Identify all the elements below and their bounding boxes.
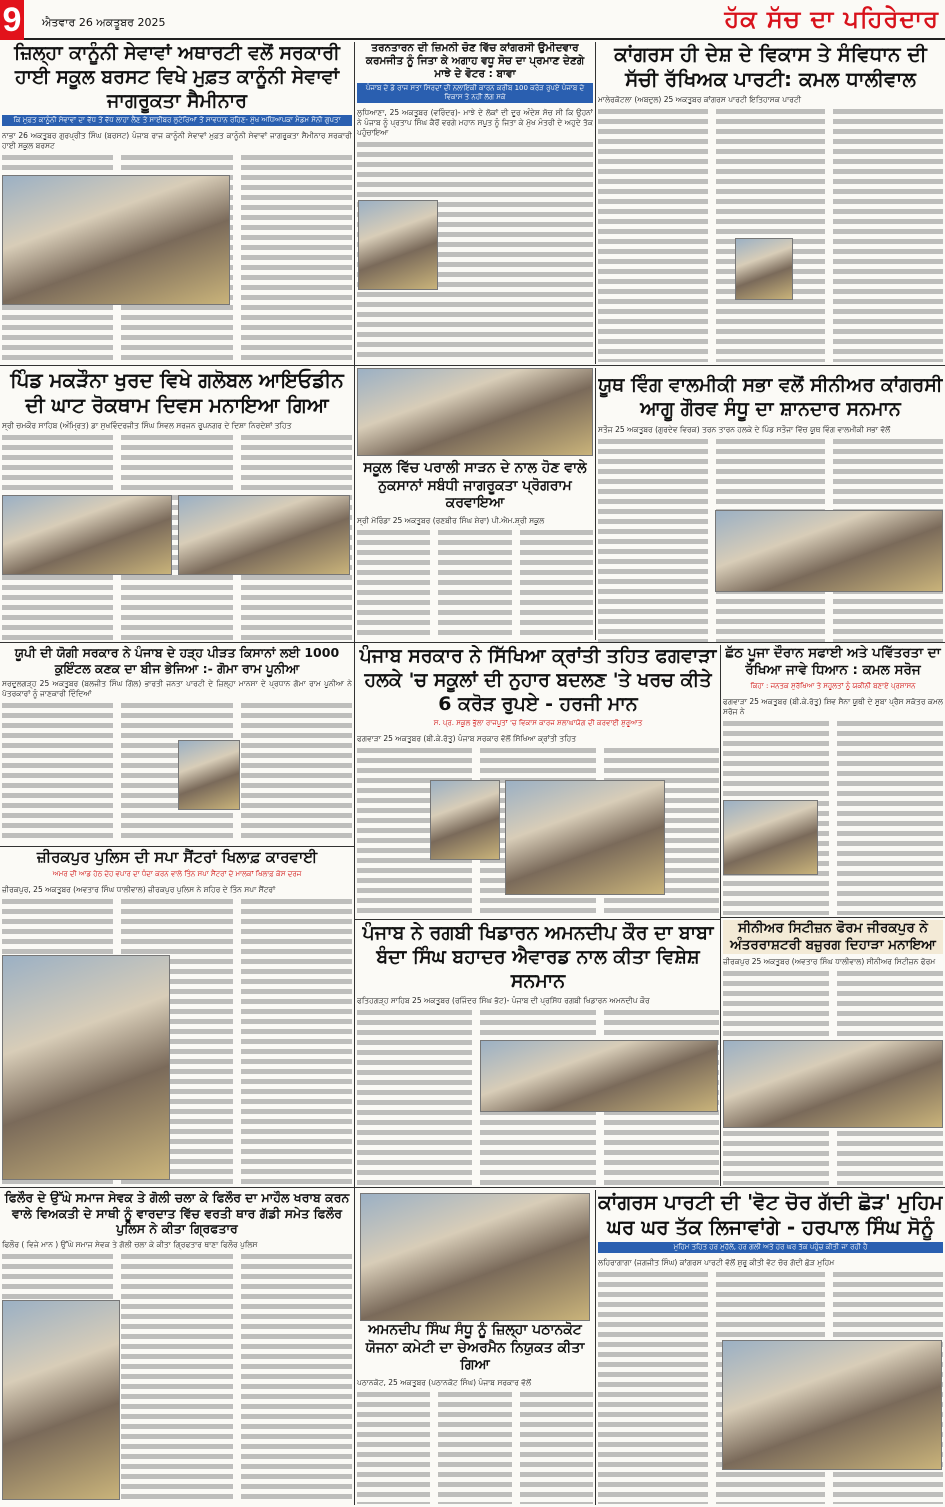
news-photo	[723, 800, 818, 875]
article-text-columns	[2, 701, 352, 843]
text-column	[598, 107, 708, 362]
text-column	[598, 1270, 708, 1504]
text-column	[520, 1390, 593, 1505]
text-column	[121, 1252, 232, 1504]
news-photo	[723, 1040, 943, 1128]
column-divider	[595, 368, 596, 640]
article-lead-text: ਲੁਧਿਆਣਾ, 25 ਅਕਤੂਬਰ (ਵਰਿੰਦਰ)- ਮਾਝੇ ਦੇ ਲੋਕਾਂ ਦੀ ਦੂਰ ਅੰਦੇਸ਼ ਸੋਚ ਸੀ ਕਿ ਉਹਨਾਂ ਨੇ ਪੰਜਾਬ ਨੂੰ ਪ੍ਰਤਾਪ ਸਿੰਘ ਕੈਰੋਂ ਵਰਗੇ ਮਹਾਨ ਸਪੂਤ ਨੂੰ ਜਿਤਾ ਕੇ ਮੁੱਖ ਮੰਤਰੀ ਦੇ ਅਹੁਦੇ ਤੱਕ ਪਹੁੰਚਾਇਆ	[357, 108, 593, 140]
text-column	[357, 528, 430, 641]
column-divider	[720, 645, 721, 1186]
text-column	[598, 437, 708, 643]
article-lead-text: ਸਰਦੂਲਗੜ੍ਹ 25 ਅਕਤੂਬਰ (ਬਲਜੀਤ ਸਿੰਘ ਗਿੱਲ) ਭਾਰਤੀ ਜਨਤਾ ਪਾਰਟੀ ਦੇ ਜ਼ਿਲ੍ਹਾ ਮਾਨਸਾ ਦੇ ਪ੍ਰਧਾਨ ਗੋਮਾ ਰਾਮ ਪੂਨੀਆ ਨੇ ਪੱਤਰਕਾਰਾਂ ਨੂੰ ਜਾਣਕਾਰੀ ਦਿੰਦਿਆਂ	[2, 679, 352, 701]
article-lead-text: ਫਗਵਾੜਾ 25 ਅਕਤੂਬਰ (ਬੀ.ਕੇ.ਰੱਤੂ) ਪੰਜਾਬ ਸਰਕਾਰ ਵੱਲੋਂ ਸਿੱਖਿਆ ਕ੍ਰਾਂਤੀ ਤਹਿਤ	[357, 734, 719, 746]
news-photo	[360, 1193, 590, 1321]
headline[interactable]: ਪਿੰਡ ਮਕੜੌਨਾ ਖੁਰਦ ਵਿਖੇ ਗਲੋਬਲ ਆਇਓਡੀਨ ਦੀ ਘਾਟ ਰੋਕਥਾਮ ਦਿਵਸ ਮਨਾਇਆ ਗਿਆ	[10, 368, 344, 417]
text-column	[357, 1008, 472, 1185]
newspaper-logo: ਹੱਕ ਸੱਚ ਦਾ ਪਹਿਰੇਦਾਰ	[724, 5, 939, 33]
headline[interactable]: ਸਕੂਲ ਵਿੱਚ ਪਰਾਲੀ ਸਾੜਨ ਦੇ ਨਾਲ ਹੋਣ ਵਾਲੇ ਨੁਕਸਾਨਾਂ ਸਬੰਧੀ ਜਾਗਰੂਕਤਾ ਪ੍ਰੋਗਰਾਮ ਕਰਵਾਇਆ	[363, 460, 587, 511]
subheadline: ਕਿਹਾ : ਜਨਤਕ ਸੁਰੱਖਿਆ ਤੇ ਸਹੂਲਤਾਂ ਨੂੰ ਯਕੀਨੀ ਬਣਾਏ ਪ੍ਰਸ਼ਾਸਨ	[750, 681, 916, 690]
subheadline: ਅਮਰ ਦੀ ਆਡ ਹੇਠ ਦੇਹ ਵਪਾਰ ਦਾ ਧੰਦਾ ਕਰਨ ਵਾਲੇ ਤਿੰਨ ਸਪਾ ਸੈਂਟਰਾਂ ਦੇ ਮਾਲਕਾਂ ਖਿਲਾਫ਼ ਕੇਸ ਦਰਜ	[52, 869, 302, 878]
masthead	[0, 0, 945, 40]
article-body	[357, 513, 593, 641]
column-divider	[595, 42, 596, 364]
text-column	[357, 1390, 430, 1505]
news-photo	[357, 368, 593, 456]
article-lead-text: ਜ਼ੀਰਕਪੁਰ 25 ਅਕਤੂਬਰ (ਅਵਤਾਰ ਸਿੰਘ ਧਾਲੀਵਾਲ) ਸੀਨੀਅਰ ਸਿਟੀਜ਼ਨ ਫੋਰਮ	[723, 957, 943, 969]
article-lead-text: ਸ੍ਰੀ ਮੋਰਿੰਡਾ 25 ਅਕਤੂਬਰ (ਰਣਬੀਰ ਸਿੰਘ ਸ਼ੇਰਾ) ਪੀ.ਐਮ.ਸ਼੍ਰੀ ਸਕੂਲ	[357, 516, 593, 528]
article-body	[357, 1375, 593, 1505]
article-text-columns	[598, 107, 943, 362]
headline[interactable]: ਯੂਥ ਵਿੰਗ ਵਾਲਮੀਕੀ ਸਭਾ ਵਲੋਂ ਸੀਨੀਅਰ ਕਾਂਗਰਸੀ ਆਗੂ ਗੌਰਵ ਸੰਧੂ ਦਾ ਸ਼ਾਨਦਾਰ ਸਨਮਾਨ	[598, 374, 943, 420]
text-column	[241, 153, 352, 362]
article-lead-text: ਸਤੌਜ 25 ਅਕਤੂਬਰ (ਗੁਰਦੇਵ ਵਿਰਕ) ਤਰਨ ਤਾਰਨ ਹਲਕੇ ਦੇ ਪਿੰਡ ਸਤੌਜਾ ਵਿੱਚ ਯੂਥ ਵਿੰਗ ਵਾਲਮੀਕੀ ਸਭਾ ਵੱਲੋਂ	[598, 425, 943, 437]
news-photo	[178, 495, 350, 575]
article-text-columns	[357, 1390, 593, 1505]
headline[interactable]: ਫਿਲੌਰ ਦੇ ਉੱਘੇ ਸਮਾਜ ਸੇਵਕ ਤੇ ਗੋਲੀ ਚਲਾ ਕੇ ਫਿਲੌਰ ਦਾ ਮਾਹੌਲ ਖਰਾਬ ਕਰਨ ਵਾਲੇ ਵਿਅਕਤੀ ਦੇ ਸਾਥੀ ਨੂੰ ਵਾਰਦਾਤ ਵਿੱਚ ਵਰਤੀ ਥਾਰ ਗੱਡੀ ਸਮੇਤ ਫਿਲੌਰ ਪੁਲਿਸ ਨੇ ਕੀਤਾ ਗ੍ਰਿਫਤਾਰ	[4, 1190, 350, 1237]
article-wheat-seed	[2, 645, 352, 843]
news-photo	[2, 495, 172, 575]
article-lead-text: ਲਹਿਰਾਗਾਗਾ (ਜਗਜੀਤ ਸਿੰਘ) ਕਾਂਗਰਸ ਪਾਰਟੀ ਵੱਲੋਂ ਸ਼ੁਰੂ ਕੀਤੀ ਵੋਟ ਚੋਰ ਗੱਦੀ ਛੋੜ ਮੁਹਿਮ	[598, 1258, 943, 1270]
text-column	[241, 1252, 352, 1504]
column-divider	[595, 1190, 596, 1505]
news-photo	[715, 510, 943, 592]
article-lead-text: ਨਾਭਾ 26 ਅਕਤੂਬਰ ਗੁਰਪ੍ਰੀਤ ਸਿੰਘ (ਬਰਸਟ) ਪੰਜਾਬ ਰਾਜ ਕਾਨੂੰਨੀ ਸੇਵਾਵਾਂ ਮੁਫ਼ਤ ਕਾਨੂੰਨੀ ਸੇਵਾਵਾਂ ਜਾਗਰੂਕਤਾ ਸੈਮੀਨਾਰ ਸਰਕਾਰੀ ਹਾਈ ਸਕੂਲ ਬਰਸਟ	[2, 131, 352, 153]
headline[interactable]: ਸੀਨੀਅਰ ਸਿਟੀਜ਼ਨ ਫੋਰਮ ਜੀਰਕਪੁਰ ਨੇ ਅੰਤਰਰਾਸ਼ਟਰੀ ਬਜ਼ੁਰਗ ਦਿਹਾੜਾ ਮਨਾਇਆ	[723, 920, 943, 954]
article-body	[598, 92, 943, 362]
column-divider	[720, 917, 945, 918]
article-body	[2, 676, 352, 843]
issue-date: ਐਤਵਾਰ 26 ਅਕਤੂਬਰ 2025	[42, 16, 166, 29]
text-column	[833, 107, 943, 362]
text-column	[438, 1390, 511, 1505]
news-photo	[2, 1300, 120, 1500]
news-photo	[430, 780, 500, 860]
article-lead-text: ਮਾਲੇਰਕੋਟਲਾ (ਅਬਦੁਲ) 25 ਅਕਤੂਬਰ ਕਾਂਗਰਸ ਪਾਰਟੀ ਇਤਿਹਾਸਕ ਪਾਰਟੀ	[598, 95, 943, 107]
column-divider	[354, 919, 720, 920]
column-divider	[0, 642, 945, 643]
news-photo	[2, 175, 230, 305]
news-photo	[722, 1340, 942, 1470]
column-divider	[354, 42, 355, 1505]
news-photo	[358, 200, 438, 290]
headline[interactable]: ਜ਼ਿਲ੍ਹਾ ਕਾਨੂੰਨੀ ਸੇਵਾਵਾਂ ਅਥਾਰਟੀ ਵਲੋਂ ਸਰਕਾਰੀ ਹਾਈ ਸਕੂਲ ਬਰਸਟ ਵਿਖੇ ਮੁਫ਼ਤ ਕਾਨੂੰਨੀ ਸੇਵਾਵਾਂ ਜਾਗਰੂਕਤਾ ਸੈਮੀਨਾਰ	[14, 42, 340, 112]
article-lead-text: ਫਗਵਾੜਾ 25 ਅਕਤੂਬਰ (ਬੀ.ਕੇ.ਰੱਤੂ) ਸ਼ਿਵ ਸੈਨਾ ਯੂਥੀ ਦੇ ਸੂਬਾ ਪ੍ਰੈਸ ਸਕੱਤਰ ਕਮਲ ਸਰੋਜ ਨੇ	[723, 697, 943, 719]
subheadline: ਪੰਜਾਬ ਦੇ ਡੇ ਰਾਜ ਸਤਾ ਸਿਰਦਾਂ ਦੀ ਨਲਾਇਕੀ ਕਾਰਨ ਕਰੀਬ 100 ਕਰੋੜ ਰੁਪਏ ਪੰਜਾਬ ਦੇ ਵਿਕਾਸ ਤੇ ਨਹੀਂ ਲੱਗ ਸਕੇ	[357, 83, 593, 103]
text-column	[2, 701, 113, 843]
news-photo	[735, 238, 793, 300]
news-photo	[505, 780, 665, 895]
news-photo	[178, 740, 240, 810]
column-divider	[0, 846, 354, 847]
subheadline: ਸ. ਪ੍ਰ. ਸਕੂਲ ਭੁੱਲਾ ਰਾਜਪੂਤਾਂ 'ਚ ਵਿਕਾਸ ਕਾਰਜ ਸ਼ਲਾਘਾਯੋਗ ਦੀ ਕਰਵਾਈ ਸ਼ੁਰੂਆਤ	[433, 719, 643, 728]
text-column	[438, 528, 511, 641]
text-column	[716, 107, 826, 362]
article-congress-dhaliwal	[598, 42, 943, 362]
article-lead-text: ਪਠਾਨਕੋਟ, 25 ਅਕਤੂਬਰ (ਪਠਾਨਕੋਟ ਸਿੰਘ) ਪੰਜਾਬ ਸਰਕਾਰ ਵੱਲੋਂ	[357, 1378, 593, 1390]
headline[interactable]: ਜ਼ੀਰਕਪੁਰ ਪੁਲਿਸ ਦੀ ਸਪਾ ਸੈਂਟਰਾਂ ਖਿਲਾਫ਼ ਕਾਰਵਾਈ	[36, 848, 318, 866]
article-gaurav-sandhu	[598, 374, 943, 642]
text-column	[520, 528, 593, 641]
headline[interactable]: ਅਮਨਦੀਪ ਸਿੰਘ ਸੰਧੂ ਨੂੰ ਜ਼ਿਲ੍ਹਾ ਪਠਾਨਕੋਟ ਯੋਜਨਾ ਕਮੇਟੀ ਦਾ ਚੇਅਰਮੈਨ ਨਿਯੁਕਤ ਕੀਤਾ ਗਿਆ	[365, 1322, 585, 1373]
article-text-columns	[357, 528, 593, 641]
subheadline: ਮੁਹਿਮ ਤਹਿਤ ਹਰ ਮੁਹੱਲੇ, ਹਰ ਗਲੀ ਅਤੇ ਹਰ ਘਰ ਤੱਕ ਪਹੁੰਚ ਕੀਤੀ ਜਾ ਰਹੀ ਹੈ	[598, 1242, 943, 1253]
page-number: 9	[0, 0, 24, 40]
headline[interactable]: ਯੂਪੀ ਦੀ ਯੋਗੀ ਸਰਕਾਰ ਨੇ ਪੰਜਾਬ ਦੇ ਹੜ੍ਹ ਪੀੜਤ ਕਿਸਾਨਾਂ ਲਈ 1000 ਕੁਇੰਟਲ ਕਣਕ ਦਾ ਬੀਜ ਭੇਜਿਆ :- ਗੋਮਾ ਰਾਮ ਪੂਨੀਆ	[14, 645, 340, 676]
text-column	[241, 897, 352, 1184]
column-divider	[0, 1187, 945, 1188]
subheadline: ਕਿ ਮੁਫ਼ਤ ਕਾਨੂੰਨੀ ਸੇਵਾਵਾਂ ਦਾ ਵੱਧ ਤੋਂ ਵੱਧ ਲਾਹਾ ਲੈਣ ਤੇ ਸਾਈਬਰ ਲੁਟੇਰਿਆਂ ਤੋਂ ਸਾਵਧਾਨ ਰਹਿਣ- ਮੁੱਖ ਅਧਿਆਪਕਾ ਮੈਡਮ ਸੋਨੀ ਗੁਪਤਾ	[2, 115, 352, 126]
article-lead-text: ਫਿਲੌਰ ( ਵਿਜੇ ਮਾਨ ) ਉੱਘੇ ਸਮਾਜ ਸੇਵਕ ਤੇ ਗੋਲੀ ਚਲਾ ਕੇ ਕੀਤਾ ਗ੍ਰਿਫਤਾਰ ਥਾਣਾ ਫਿਲੌਰ ਪੁਲਿਸ	[2, 1240, 352, 1252]
headline[interactable]: ਛੱਠ ਪੂਜਾ ਦੌਰਾਨ ਸਫਾਈ ਅਤੇ ਪਵਿੱਤਰਤਾ ਦਾ ਰੱਖਿਆ ਜਾਵੇ ਧਿਆਨ : ਕਮਲ ਸਰੋਜ	[725, 645, 941, 678]
headline[interactable]: ਪੰਜਾਬ ਸਰਕਾਰ ਨੇ ਸਿੱਖਿਆ ਕ੍ਰਾਂਤੀ ਤਹਿਤ ਫਗਵਾੜਾ ਹਲਕੇ 'ਚ ਸਕੂਲਾਂ ਦੀ ਨੁਹਾਰ ਬਦਲਣ 'ਤੇ ਖਰਚ ਕੀਤੇ 6 ਕਰੋੜ ਰੁਪਏ - ਹਰਜੀ ਮਾਨ	[359, 645, 717, 715]
news-photo	[2, 955, 170, 1180]
article-lead-text: ਫਤਿਹਗੜ੍ਹ ਸਾਹਿਬ 25 ਅਕਤੂਬਰ (ਰਜਿੰਦਰ ਸਿੰਘ ਭੱਟ)- ਪੰਜਾਬ ਦੀ ਪ੍ਰਸਿੱਧ ਰਗਬੀ ਖਿਡਾਰਨ ਅਮਨਦੀਪ ਕੌਰ	[357, 996, 719, 1008]
headline[interactable]: ਕਾਂਗਰਸ ਹੀ ਦੇਸ਼ ਦੇ ਵਿਕਾਸ ਤੇ ਸੰਵਿਧਾਨ ਦੀ ਸੱਚੀ ਰੱਖਿਅਕ ਪਾਰਟੀ: ਕਮਲ ਧਾਲੀਵਾਲ	[614, 42, 927, 91]
headline[interactable]: ਕਾਂਗਰਸ ਪਾਰਟੀ ਦੀ 'ਵੋਟ ਚੋਰ ਗੱਦੀ ਛੋੜ' ਮੁਹਿਮ ਘਰ ਘਰ ਤੱਕ ਲਿਜਾਵਾਂਗੇ - ਹਰਪਾਲ ਸਿੰਘ ਸੋਨੂੰ	[598, 1190, 943, 1239]
text-column	[837, 719, 943, 915]
article-lead-text: ਜ਼ੀਰਕਪੁਰ, 25 ਅਕਤੂਬਰ (ਅਵਤਾਰ ਸਿੰਘ ਧਾਲੀਵਾਲ) ਜ਼ੀਰਕਪੁਰ ਪੁਲਿਸ ਨੇ ਸ਼ਹਿਰ ਦੇ ਤਿੰਨ ਸਪਾ ਸੈਂਟਰਾਂ	[2, 885, 352, 897]
headline[interactable]: ਤਰਨਤਾਰਨ ਦੀ ਜ਼ਿਮਨੀ ਚੋਣ ਵਿੱਚ ਕਾਂਗਰਸੀ ਉਮੀਦਵਾਰ ਕਰਮਜੀਤ ਨੂੰ ਜਿਤਾ ਕੇ ਅਗਾਹ ਵਧੂ ਸੋਚ ਦਾ ਪ੍ਰਮਾਣ ਦੇਣਗੇ ਮਾਝੇ ਦੇ ਵੋਟਰ : ਬਾਵਾ	[365, 42, 585, 81]
news-photo	[480, 1040, 718, 1112]
text-column	[241, 701, 352, 843]
article-lead-text: ਸ੍ਰੀ ਚਮਕੌਰ ਸਾਹਿਬ (ਅੰਮ੍ਰਿਤ) ਡਾ ਸੁਖਵਿੰਦਰਜੀਤ ਸਿੰਘ ਸਿਵਲ ਸਰਜਨ ਰੂਪਨਗਰ ਦੇ ਦਿਸ਼ਾ ਨਿਰਦੇਸ਼ਾਂ ਤਹਿਤ	[2, 421, 352, 433]
column-divider	[0, 365, 945, 366]
headline[interactable]: ਪੰਜਾਬ ਨੇ ਰਗਬੀ ਖਿਡਾਰਨ ਅਮਨਦੀਪ ਕੌਰ ਦਾ ਬਾਬਾ ਬੰਦਾ ਸਿੰਘ ਬਹਾਦਰ ਐਵਾਰਡ ਨਾਲ ਕੀਤਾ ਵਿਸ਼ੇਸ਼ ਸਨਮਾਨ	[362, 922, 714, 992]
